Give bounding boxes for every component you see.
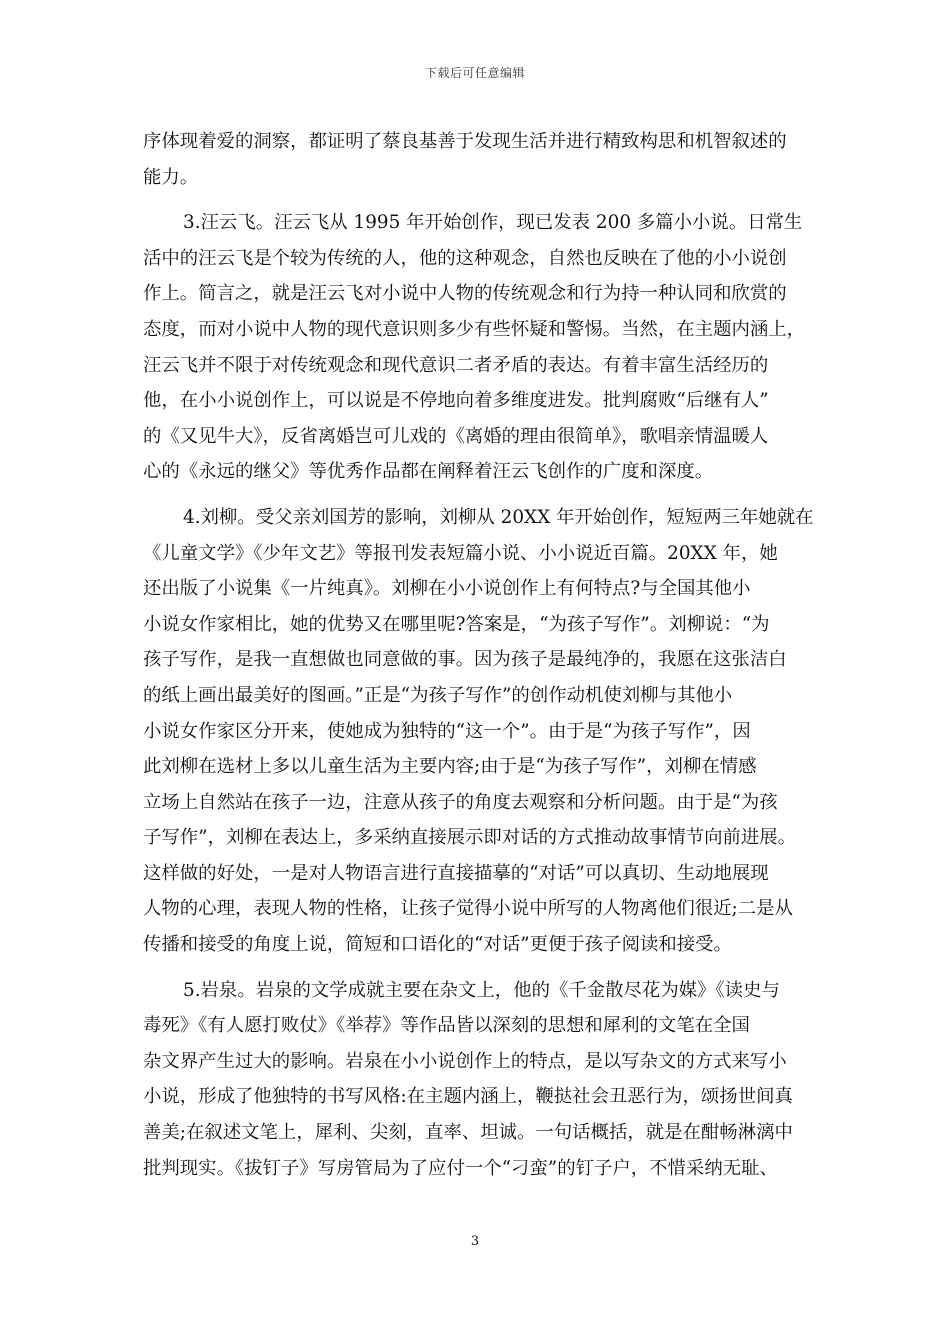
text-line: 5.岩泉。岩泉的文学成就主要在杂文上，他的《千金散尽花为媒》《读史与	[183, 979, 780, 1001]
text-line: 这样做的好处，一是对人物语言进行直接描摹的“对话”可以真切、生动地展现	[143, 862, 769, 884]
text-line: 还出版了小说集《一片纯真》。刘柳在小小说创作上有何特点?与全国其他小	[143, 578, 751, 600]
document-body	[143, 124, 814, 1186]
text-line: 能力。	[143, 166, 199, 188]
text-line: 4.刘柳。受父亲刘国芳的影响，刘柳从 20XX 年开始创作，短短两三年她就在	[183, 506, 814, 528]
text-line: 心的《永远的继父》等优秀作品都在阐释着汪云飞创作的广度和深度。	[143, 461, 714, 483]
paragraph	[143, 500, 814, 963]
paragraph	[143, 973, 809, 1187]
text-line: 小说，形成了他独特的书写风格:在主题内涵上，鞭挞社会丑恶行为，颂扬世间真	[143, 1086, 793, 1108]
text-line: 作上。简言之，就是汪云飞对小说中人物的传统观念和行为持一种认同和欣赏的	[143, 283, 787, 305]
text-line: 的《又见牛大》，反省离婚岂可儿戏的《离婚的理由很简单》，歌唱亲情温暖人	[143, 425, 769, 447]
text-line: 子写作”，刘柳在表达上，多采纳直接展示即对话的方式推动故事情节向前进展。	[143, 827, 797, 849]
text-line: 活中的汪云飞是个较为传统的人，他的这种观念，自然也反映在了他的小小说创	[143, 247, 787, 269]
paragraph	[143, 205, 809, 490]
text-line: 传播和接受的角度上说，简短和口语化的“对话”更便于孩子阅读和接受。	[143, 934, 732, 956]
text-line: 《儿童文学》《少年文艺》等报刊发表短篇小说、小小说近百篇。20XX 年，她	[143, 542, 778, 564]
text-line: 人物的心理，表现人物的性格，让孩子觉得小说中所写的人物离他们很近;二是从	[143, 898, 793, 920]
paragraph	[143, 124, 809, 195]
text-line: 此刘柳在选材上多以儿童生活为主要内容;由于是“为孩子写作”，刘柳在情感	[143, 756, 757, 778]
text-line: 汪云飞并不限于对传统观念和现代意识二者矛盾的表达。有着丰富生活经历的	[143, 354, 769, 376]
text-line: 的纸上画出最美好的图画。”正是“为孩子写作”的创作动机使刘柳与其他小	[143, 684, 733, 706]
text-line: 他，在小小说创作上，可以说是不停地向着多维度进发。批判腐败“后继有人”	[143, 390, 769, 412]
text-line: 立场上自然站在孩子一边，注意从孩子的角度去观察和分析问题。由于是“为孩	[143, 791, 778, 813]
text-line: 序体现着爱的洞察，都证明了蔡良基善于发现生活并进行精致构思和机智叙述的	[143, 131, 787, 152]
text-line: 善美;在叙述文笔上，犀利、尖刻，直率、坦诚。一句话概括，就是在酣畅淋漓中	[143, 1122, 793, 1144]
text-line: 态度，而对小说中人物的现代意识则多少有些怀疑和警惕。当然，在主题内涵上，	[143, 318, 806, 340]
page-header: 下载后可任意编辑	[424, 66, 525, 80]
text-line: 毒死》《有人愿打败仗》《举荐》等作品皆以深刻的思想和犀利的文笔在全国	[143, 1015, 750, 1037]
text-line: 小说女作家相比，她的优势又在哪里呢?答案是，“为孩子写作”。刘柳说：“为	[143, 613, 770, 635]
text-line: 杂文界产生过大的影响。岩泉在小小说创作上的特点，是以写杂文的方式来写小	[143, 1050, 787, 1072]
page-number: 3	[470, 1234, 480, 1249]
text-line: 3.汪云飞。汪云飞从 1995 年开始创作，现已发表 200 多篇小小说。日常生	[183, 212, 803, 234]
text-line: 孩子写作，是我一直想做也同意做的事。因为孩子是最纯净的，我愿在这张洁白	[143, 649, 787, 671]
text-line: 批判现实。《拔钉子》写房管局为了应付一个“刁蛮”的钉子户，不惜采纳无耻、	[143, 1157, 778, 1179]
text-line: 小说女作家区分开来，使她成为独特的“这一个”。由于是“为孩子写作”，因	[143, 720, 751, 742]
